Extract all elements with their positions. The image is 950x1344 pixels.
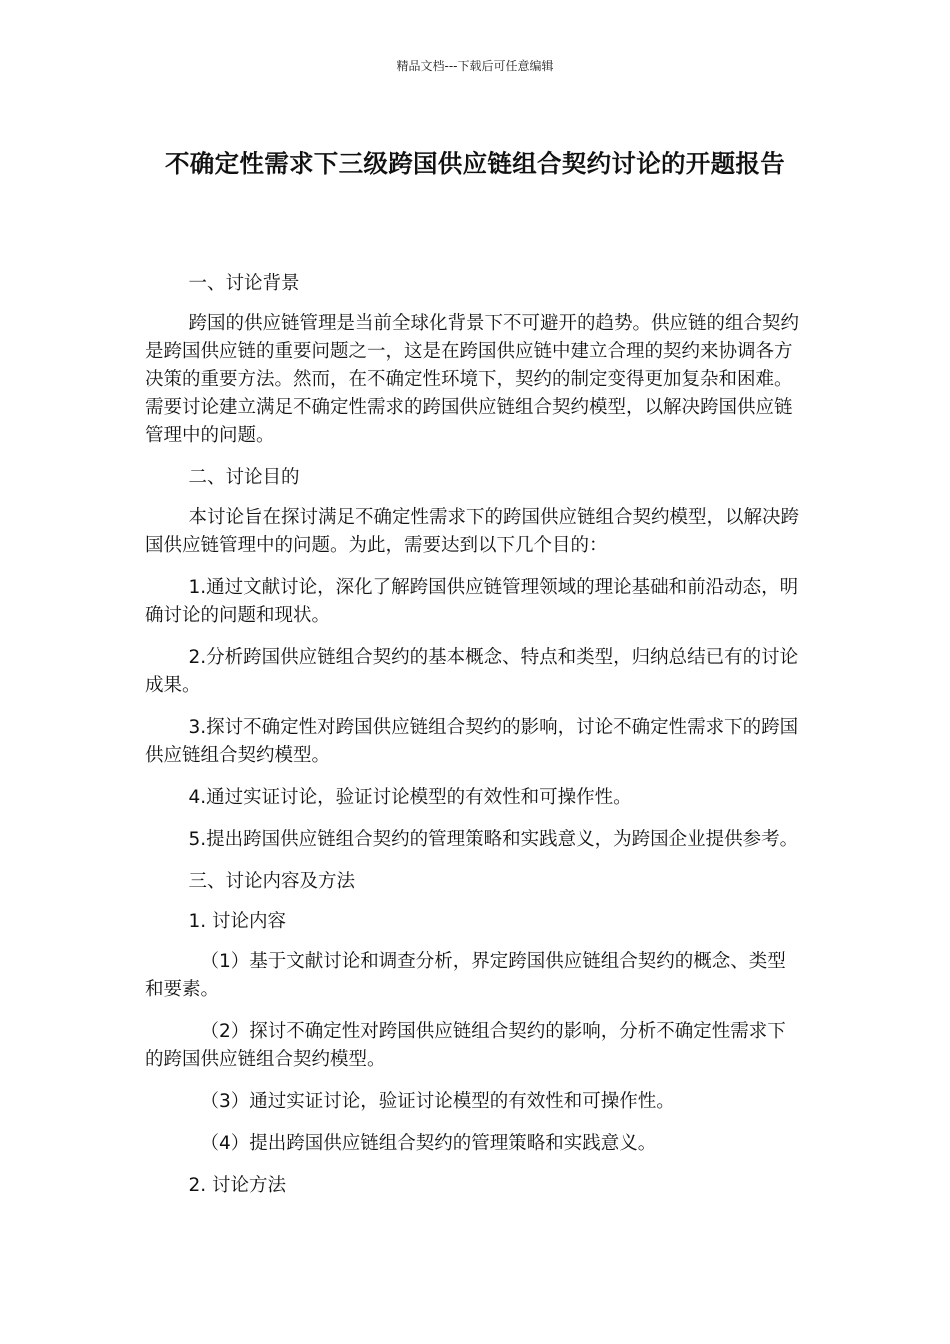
goal-item: 4.通过实证讨论，验证讨论模型的有效性和可操作性。 [188,787,632,808]
content-item: （2）探讨不确定性对跨国供应链组合契约的影响，分析不确定性需求下的跨国供应链组合契约模型。 [145,1021,786,1070]
subheading-method: 2. 讨论方法 [188,1175,287,1196]
content-item: （3）通过实证讨论，验证讨论模型的有效性和可操作性。 [200,1091,675,1112]
header-note: 精品文档---下载后可任意编辑 [396,59,554,73]
subheading-content: 1. 讨论内容 [188,911,287,932]
goal-item: 2.分析跨国供应链组合契约的基本概念、特点和类型，归纳总结已有的讨论成果。 [145,647,799,696]
section-heading-purpose: 二、讨论目的 [188,467,300,488]
content-item: （1）基于文献讨论和调查分析，界定跨国供应链组合契约的概念、类型和要素。 [145,951,786,1000]
purpose-paragraph: 本讨论旨在探讨满足不确定性需求下的跨国供应链组合契约模型，以解决跨国供应链管理中的问题。为此，需要达到以下几个目的： [145,507,799,556]
goal-item: 3.探讨不确定性对跨国供应链组合契约的影响，讨论不确定性需求下的跨国供应链组合契约模型。 [145,717,799,766]
section-heading-background: 一、讨论背景 [188,273,300,294]
background-paragraph: 跨国的供应链管理是当前全球化背景下不可避开的趋势。供应链的组合契约是跨国供应链的重要问题之一，这是在跨国供应链中建立合理的契约来协调各方决策的重要方法。然而，在不确定性环境下，契约的制定变得更加复杂和困难。需要讨论建立满足不确定性需求的跨国供应链组合契约模型，以解决跨国供应链管理中的问题。 [145,313,799,446]
document-body [145,270,800,1200]
goal-item: 5.提出跨国供应链组合契约的管理策略和实践意义，为跨国企业提供参考。 [188,829,799,850]
section-heading-content-method: 三、讨论内容及方法 [188,871,355,892]
document-title: 不确定性需求下三级跨国供应链组合契约讨论的开题报告 [165,149,785,178]
content-item: （4）提出跨国供应链组合契约的管理策略和实践意义。 [200,1133,657,1154]
goal-item: 1.通过文献讨论，深化了解跨国供应链管理领域的理论基础和前沿动态，明确讨论的问题和现状。 [145,577,799,626]
